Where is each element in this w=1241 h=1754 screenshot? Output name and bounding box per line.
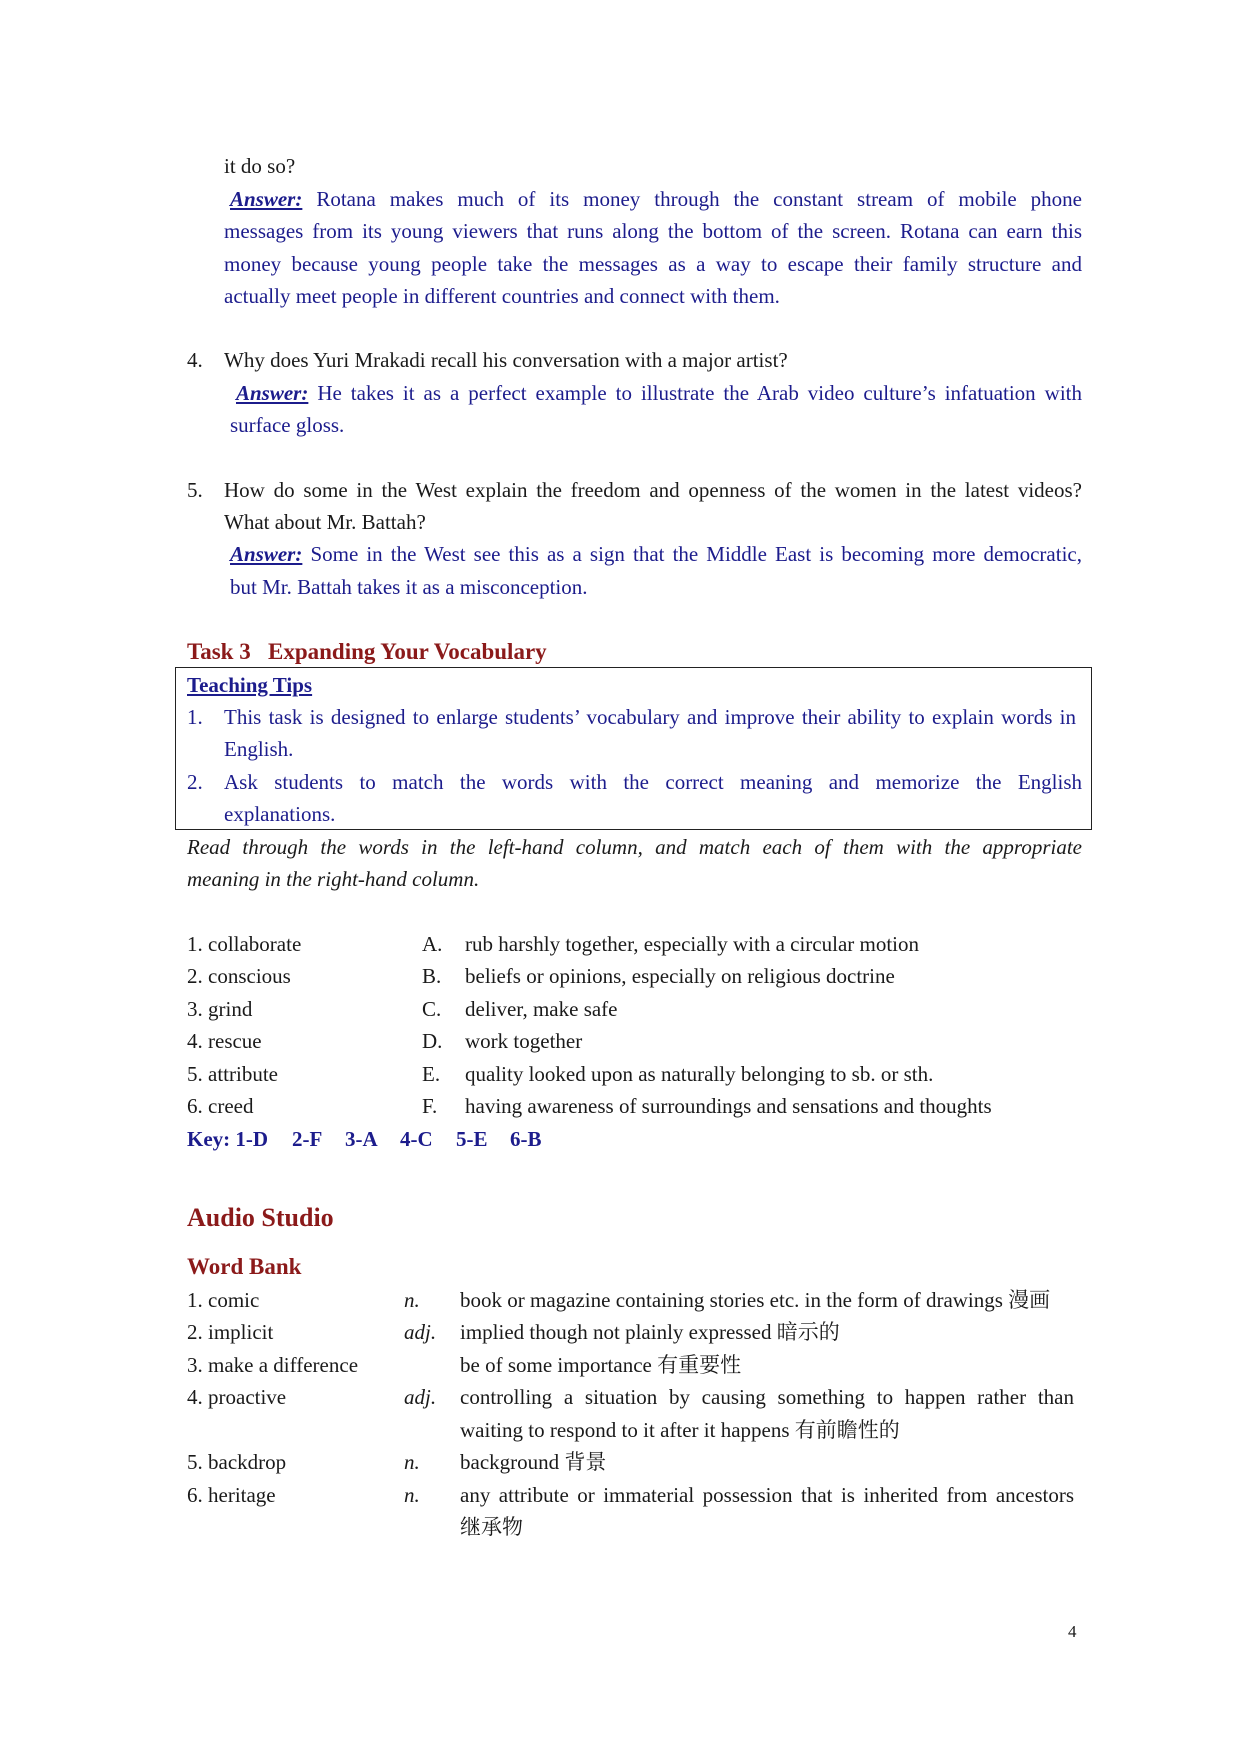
audio-studio-heading: Audio Studio	[187, 1203, 334, 1232]
meaning-f: having awareness of surroundings and sensations and thoughts	[465, 1094, 992, 1118]
q3-answer-line-4: actually meet people in different countries and connect with them.	[224, 284, 780, 308]
answer-key-1: Key: 1-D	[187, 1127, 269, 1151]
word-6: 6. creed	[187, 1094, 254, 1118]
wordbank-pos-4: adj.	[404, 1385, 437, 1409]
wordbank-word-6: 6. heritage	[187, 1483, 276, 1507]
q5-question-line-1: How do some in the West explain the freedom and openness of the women in the latest videos?	[224, 478, 1082, 502]
meaning-letter-d: D.	[422, 1029, 443, 1053]
tip-2-line-1: Ask students to match the words with the correct meaning and memorize the English	[224, 770, 1082, 794]
wordbank-word-2: 2. implicit	[187, 1320, 274, 1344]
q4-answer-line-2: surface gloss.	[230, 413, 345, 437]
word-4: 4. rescue	[187, 1029, 262, 1053]
answer-label: Answer:	[230, 187, 303, 211]
q3-answer-line-2: messages from its young viewers that runs along the bottom of the screen. Rotana can earn this	[224, 219, 1082, 243]
q5-answer-line-1: Answer: Some in the West see this as a sign that the Middle East is becoming more democratic,	[230, 542, 1082, 566]
meaning-letter-a: A.	[422, 932, 443, 956]
answer-key-4: 4-C	[400, 1127, 433, 1151]
answer-label: Answer:	[230, 542, 303, 566]
q4-question: Why does Yuri Mrakadi recall his conversation with a major artist?	[224, 348, 788, 372]
answer-label: Answer:	[236, 381, 309, 405]
wordbank-word-3: 3. make a difference	[187, 1353, 359, 1377]
meaning-e: quality looked upon as naturally belonging to sb. or sth.	[465, 1062, 934, 1086]
word-5: 5. attribute	[187, 1062, 278, 1086]
q3-answer-line-1: Answer: Rotana makes much of its money through the constant stream of mobile phone	[230, 187, 1083, 211]
meaning-c: deliver, make safe	[465, 997, 618, 1021]
wordbank-def-4-line-1: controlling a situation by causing something to happen rather than	[460, 1385, 1074, 1409]
wordbank-def-6-line-2: 继承物	[460, 1515, 523, 1539]
wordbank-pos-2: adj.	[404, 1320, 437, 1344]
word-3: 3. grind	[187, 997, 253, 1021]
wordbank-pos-6: n.	[404, 1483, 420, 1507]
meaning-letter-b: B.	[422, 964, 442, 988]
wordbank-def-5: background 背景	[460, 1450, 607, 1474]
q4-answer-line-1: Answer: He takes it as a perfect example to illustrate the Arab video culture’s infatuation with	[236, 381, 1082, 405]
task3-instruction-line-1: Read through the words in the left-hand column, and match each of them with the appropriate	[187, 835, 1082, 859]
word-2: 2. conscious	[187, 964, 291, 988]
meaning-letter-c: C.	[422, 997, 442, 1021]
q4-number: 4.	[187, 348, 203, 372]
wordbank-pos-1: n.	[404, 1288, 420, 1312]
wordbank-word-1: 1. comic	[187, 1288, 260, 1312]
task3-instruction-line-2: meaning in the right-hand column.	[187, 867, 480, 891]
meaning-d: work together	[465, 1029, 583, 1053]
q5-question-line-2: What about Mr. Battah?	[224, 510, 426, 534]
page-number: 4	[1068, 1622, 1077, 1641]
tip-1-line-2: English.	[224, 737, 294, 761]
q5-number: 5.	[187, 478, 203, 502]
q3-answer-line-3: money because young people take the messages as a way to escape their family structure and	[224, 252, 1082, 276]
tip-2-line-2: explanations.	[224, 802, 336, 826]
wordbank-def-6-line-1: any attribute or immaterial possession that is inherited from ancestors	[460, 1483, 1074, 1507]
word-1: 1. collaborate	[187, 932, 302, 956]
tip-2-number: 2.	[187, 770, 203, 794]
tip-1-number: 1.	[187, 705, 203, 729]
answer-key-5: 5-E	[456, 1127, 488, 1151]
meaning-letter-e: E.	[422, 1062, 441, 1086]
q5-answer-line-2: but Mr. Battah takes it as a misconception.	[230, 575, 588, 599]
answer-key-2: 2-F	[292, 1127, 323, 1151]
answer-key-6: 6-B	[510, 1127, 542, 1151]
q3-tail: it do so?	[224, 154, 296, 178]
answer-key-3: 3-A	[345, 1127, 378, 1151]
wordbank-def-4-line-2: waiting to respond to it after it happens 有前瞻性的	[460, 1418, 900, 1442]
word-bank-heading: Word Bank	[187, 1254, 302, 1279]
teaching-tips-title: Teaching Tips	[187, 673, 313, 697]
meaning-b: beliefs or opinions, especially on religious doctrine	[465, 964, 895, 988]
meaning-letter-f: F.	[422, 1094, 438, 1118]
meaning-a: rub harshly together, especially with a circular motion	[465, 932, 920, 956]
wordbank-word-5: 5. backdrop	[187, 1450, 287, 1474]
wordbank-def-3: be of some importance 有重要性	[460, 1353, 742, 1377]
task3-heading: Task 3 Expanding Your Vocabulary	[187, 639, 547, 664]
wordbank-def-1: book or magazine containing stories etc. in the form of drawings 漫画	[460, 1288, 1051, 1312]
wordbank-word-4: 4. proactive	[187, 1385, 287, 1409]
wordbank-def-2: implied though not plainly expressed 暗示的	[460, 1320, 840, 1344]
tip-1-line-1: This task is designed to enlarge students’ vocabulary and improve their ability to explain words in	[224, 705, 1076, 729]
wordbank-pos-5: n.	[404, 1450, 420, 1474]
